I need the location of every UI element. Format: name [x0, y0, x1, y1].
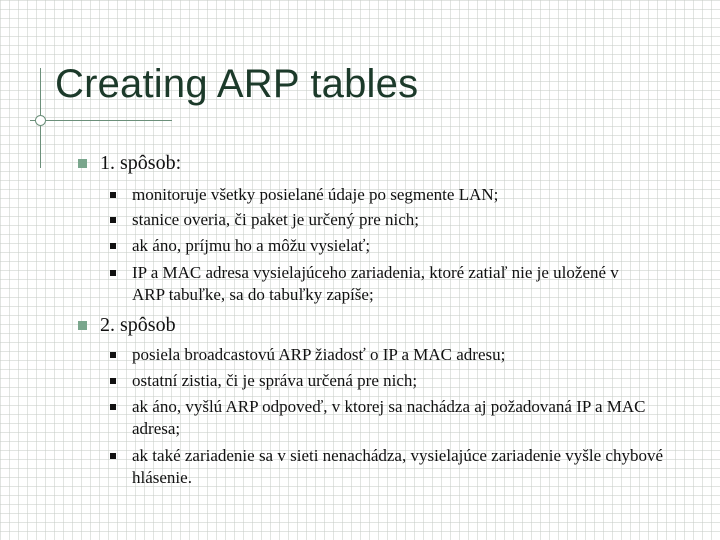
list-item-text: monitoruje všetky posielané údaje po segmente LAN;	[132, 185, 499, 204]
small-square-bullet-icon	[110, 378, 116, 384]
list-item-text: ak také zariadenie sa v sieti nenachádza, vysielajúce zariadenie vyšle chybové hlásenie.	[132, 446, 663, 487]
list-item-text: posiela broadcastovú ARP žiadosť o IP a MAC adresu;	[132, 345, 506, 364]
section-2-heading-row	[78, 314, 176, 336]
list-item	[110, 209, 670, 231]
section-1-heading-row	[78, 152, 181, 174]
section-1-heading: 1. spôsob:	[100, 152, 182, 174]
list-item	[110, 184, 670, 206]
list-item-text: stanice overia, či paket je určený pre nich;	[132, 210, 419, 229]
list-item	[110, 344, 670, 366]
list-item	[110, 262, 650, 306]
small-square-bullet-icon	[110, 270, 116, 276]
list-item-text: IP a MAC adresa vysielajúceho zariadenia, ktoré zatiaľ nie je uložené v ARP tabuľke, sa do tabuľky zapíše;	[132, 263, 619, 304]
small-square-bullet-icon	[110, 352, 116, 358]
list-item	[110, 235, 670, 257]
list-item-text: ostatní zistia, či je správa určená pre nich;	[132, 371, 418, 390]
small-square-bullet-icon	[110, 217, 116, 223]
section-2-heading: 2. spôsob	[100, 314, 176, 336]
list-item	[110, 445, 670, 489]
small-square-bullet-icon	[110, 192, 116, 198]
small-square-bullet-icon	[110, 243, 116, 249]
list-item	[110, 396, 670, 440]
small-square-bullet-icon	[110, 404, 116, 410]
square-bullet-icon	[78, 159, 87, 168]
square-bullet-icon	[78, 321, 87, 330]
small-square-bullet-icon	[110, 453, 116, 459]
slide-title: Creating ARP tables	[55, 62, 419, 106]
list-item-text: ak áno, príjmu ho a môžu vysielať;	[132, 236, 371, 255]
list-item	[110, 370, 670, 392]
list-item-text: ak áno, vyšlú ARP odpoveď, v ktorej sa nachádza aj požadovaná IP a MAC adresa;	[132, 397, 646, 438]
